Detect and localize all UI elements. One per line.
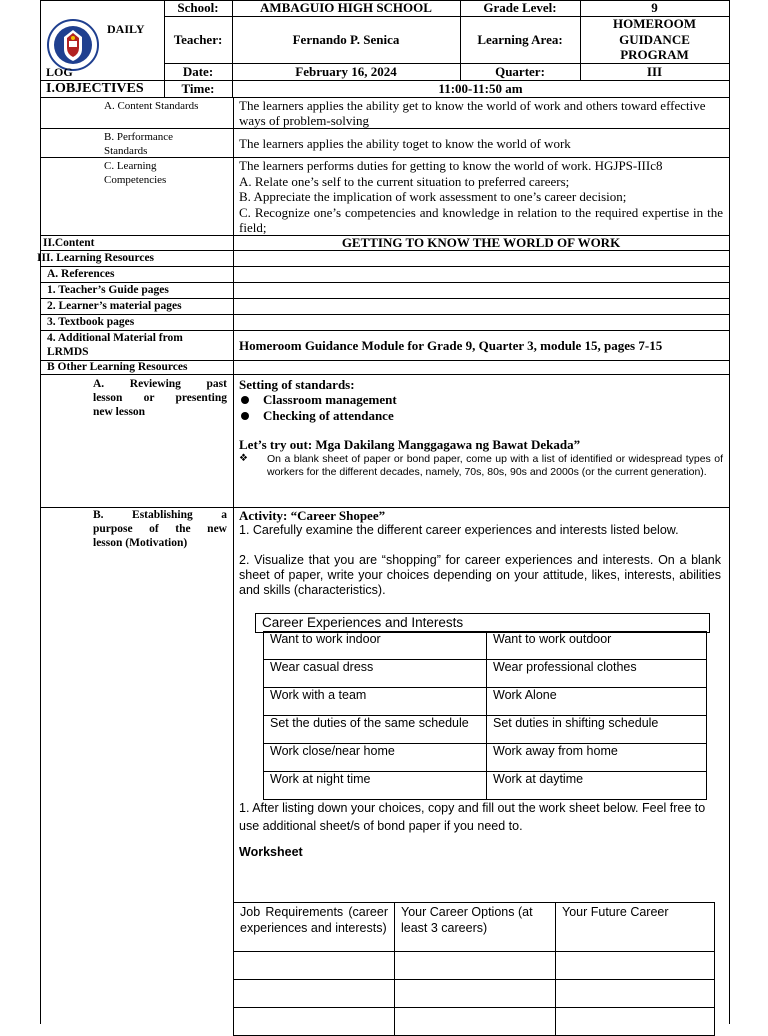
date-label: Date: [182, 64, 214, 79]
diamond-bullet-icon: ❖ [239, 453, 248, 464]
table-row [264, 716, 707, 744]
other-resources-label: B Other Learning Resources [47, 361, 188, 373]
table-row [264, 772, 707, 800]
content-title: GETTING TO KNOW THE WORLD OF WORK [341, 235, 621, 250]
learners-material-label: 2. Learner’s material pages [47, 300, 182, 312]
try-out-description: On a blank sheet of paper or bond paper, come up with a list of identified or widespread types of workers for the different decades, namely, 70s, 80s, 90s and 2000s (or the current generation). [267, 453, 723, 478]
quarter-label: Quarter: [495, 64, 545, 79]
worksheet-input-cell[interactable] [395, 980, 556, 1008]
table-cell: Work with a team [264, 688, 487, 716]
table-row [234, 1008, 715, 1036]
worksheet-input-cell[interactable] [556, 1008, 715, 1036]
objectives-heading: I.OBJECTIVES [46, 81, 144, 96]
worksheet-input-cell[interactable] [234, 1008, 395, 1036]
lesson-log-page [37, 0, 730, 1024]
worksheet-input-cell[interactable] [395, 952, 556, 980]
bullet-icon [241, 412, 249, 420]
learning-area-label: Learning Area: [477, 32, 563, 47]
worksheet-label: Worksheet [239, 845, 303, 859]
competency-line: C. Recognize one’s competencies and knowledge in relation to the required expertise in the field; [239, 204, 723, 235]
table-cell: Work at night time [264, 772, 487, 800]
career-table-title: Career Experiences and Interests [255, 613, 710, 633]
date-value: February 16, 2024 [295, 64, 397, 79]
worksheet-col-career-options: Your Career Options (at least 3 careers) [395, 903, 556, 952]
table-cell: Work Alone [487, 688, 707, 716]
teacher-label: Teacher: [173, 32, 223, 47]
setting-of-standards: Setting of standards: [239, 377, 355, 392]
activity-step-2: 2. Visualize that you are “shopping” for career experiences and interests. On a blank sheet of paper, write your choices depending on your attitude, likes, interests, abilities and skills (characteristics). [239, 553, 721, 597]
competency-line: B. Appreciate the implication of work assessment to one’s career decision; [239, 189, 627, 204]
table-cell: Want to work outdoor [487, 632, 707, 660]
content-label: II.Content [43, 237, 95, 249]
table-row [234, 952, 715, 980]
learning-competencies-list [239, 158, 723, 236]
daily-label: DAILY [107, 22, 145, 36]
table-cell: Want to work indoor [264, 632, 487, 660]
table-cell: Wear casual dress [264, 660, 487, 688]
deped-seal-logo [47, 19, 99, 71]
content-standards-label: A. Content Standards [104, 100, 199, 112]
worksheet-input-cell[interactable] [395, 1008, 556, 1036]
try-out-heading: Let’s try out: Mga Dakilang Manggagawa ng Bawat Dekada” [239, 437, 581, 452]
table-cell: Set the duties of the same schedule [264, 716, 487, 744]
table-cell: Wear professional clothes [487, 660, 707, 688]
worksheet-input-cell[interactable] [556, 980, 715, 1008]
activity-step-1: 1. Carefully examine the different career experiences and interests listed below. [239, 523, 679, 537]
additional-material-label: 4. Additional Material from LRMDS [47, 332, 183, 358]
reviewing-label: A. Reviewing past lesson or presenting new lesson [93, 378, 227, 418]
table-row [264, 632, 707, 660]
performance-standards-label: B. Performance Standards [104, 131, 174, 157]
grade-level-label: Grade Level: [483, 0, 557, 15]
learning-competencies-label: C. Learning Competencies [104, 160, 167, 186]
log-label: LOG [46, 65, 73, 79]
quarter-value: III [646, 64, 663, 79]
school-value: AMBAGUIO HIGH SCHOOL [260, 0, 432, 15]
grade-level-value: 9 [651, 0, 658, 15]
bullet-item: Classroom management [241, 392, 397, 408]
performance-standards-text: The learners applies the ability toget to know the world of work [239, 136, 571, 151]
competency-line: A. Relate one’s self to the current situation to preferred careers; [239, 173, 570, 189]
time-value: 11:00-11:50 am [438, 81, 523, 96]
activity-title: Activity: “Career Shopee” [239, 508, 386, 523]
learning-area-value: HOMEROOM GUIDANCE PROGRAM [612, 16, 697, 62]
table-cell: Work close/near home [264, 744, 487, 772]
table-row [264, 688, 707, 716]
worksheet-input-cell[interactable] [234, 980, 395, 1008]
table-cell: Work away from home [487, 744, 707, 772]
table-cell: Set duties in shifting schedule [487, 716, 707, 744]
competency-line: The learners performs duties for getting to know the world of work. HGJPS-IIIc8 [239, 158, 663, 173]
school-label: School: [177, 0, 219, 15]
content-standards-text: The learners applies the ability get to know the world of work and others toward effective ways of problem-solving [239, 98, 706, 128]
career-experiences-table [263, 631, 707, 800]
worksheet-input-cell[interactable] [556, 952, 715, 980]
table-row [264, 744, 707, 772]
teacher-value: Fernando P. Senica [292, 32, 400, 47]
bullet-item: Checking of attendance [241, 408, 397, 424]
table-cell: Work at daytime [487, 772, 707, 800]
bullet-icon [241, 396, 249, 404]
table-row [234, 980, 715, 1008]
worksheet-col-job-requirements: Job Requirements (career experiences and interests) [234, 903, 395, 952]
table-row [264, 660, 707, 688]
textbook-label: 3. Textbook pages [47, 316, 135, 328]
additional-material-value: Homeroom Guidance Module for Grade 9, Quarter 3, module 15, pages 7-15 [239, 338, 663, 353]
worksheet-instructions: 1. After listing down your choices, copy and fill out the work sheet below. Feel free to use additional sheet/s of bond paper if you need to. [239, 801, 706, 833]
learning-resources-label: III. Learning Resources [37, 252, 155, 264]
references-label: A. References [47, 268, 115, 280]
worksheet-input-cell[interactable] [234, 952, 395, 980]
establishing-label: B. Establishing a purpose of the new lesson (Motivation) [93, 509, 227, 549]
standards-bullet-list [241, 392, 397, 423]
worksheet-table [233, 902, 715, 1036]
table-row [234, 903, 715, 952]
time-label: Time: [181, 81, 215, 96]
worksheet-col-future-career: Your Future Career [556, 903, 715, 952]
teachers-guide-label: 1. Teacher’s Guide pages [47, 284, 169, 296]
